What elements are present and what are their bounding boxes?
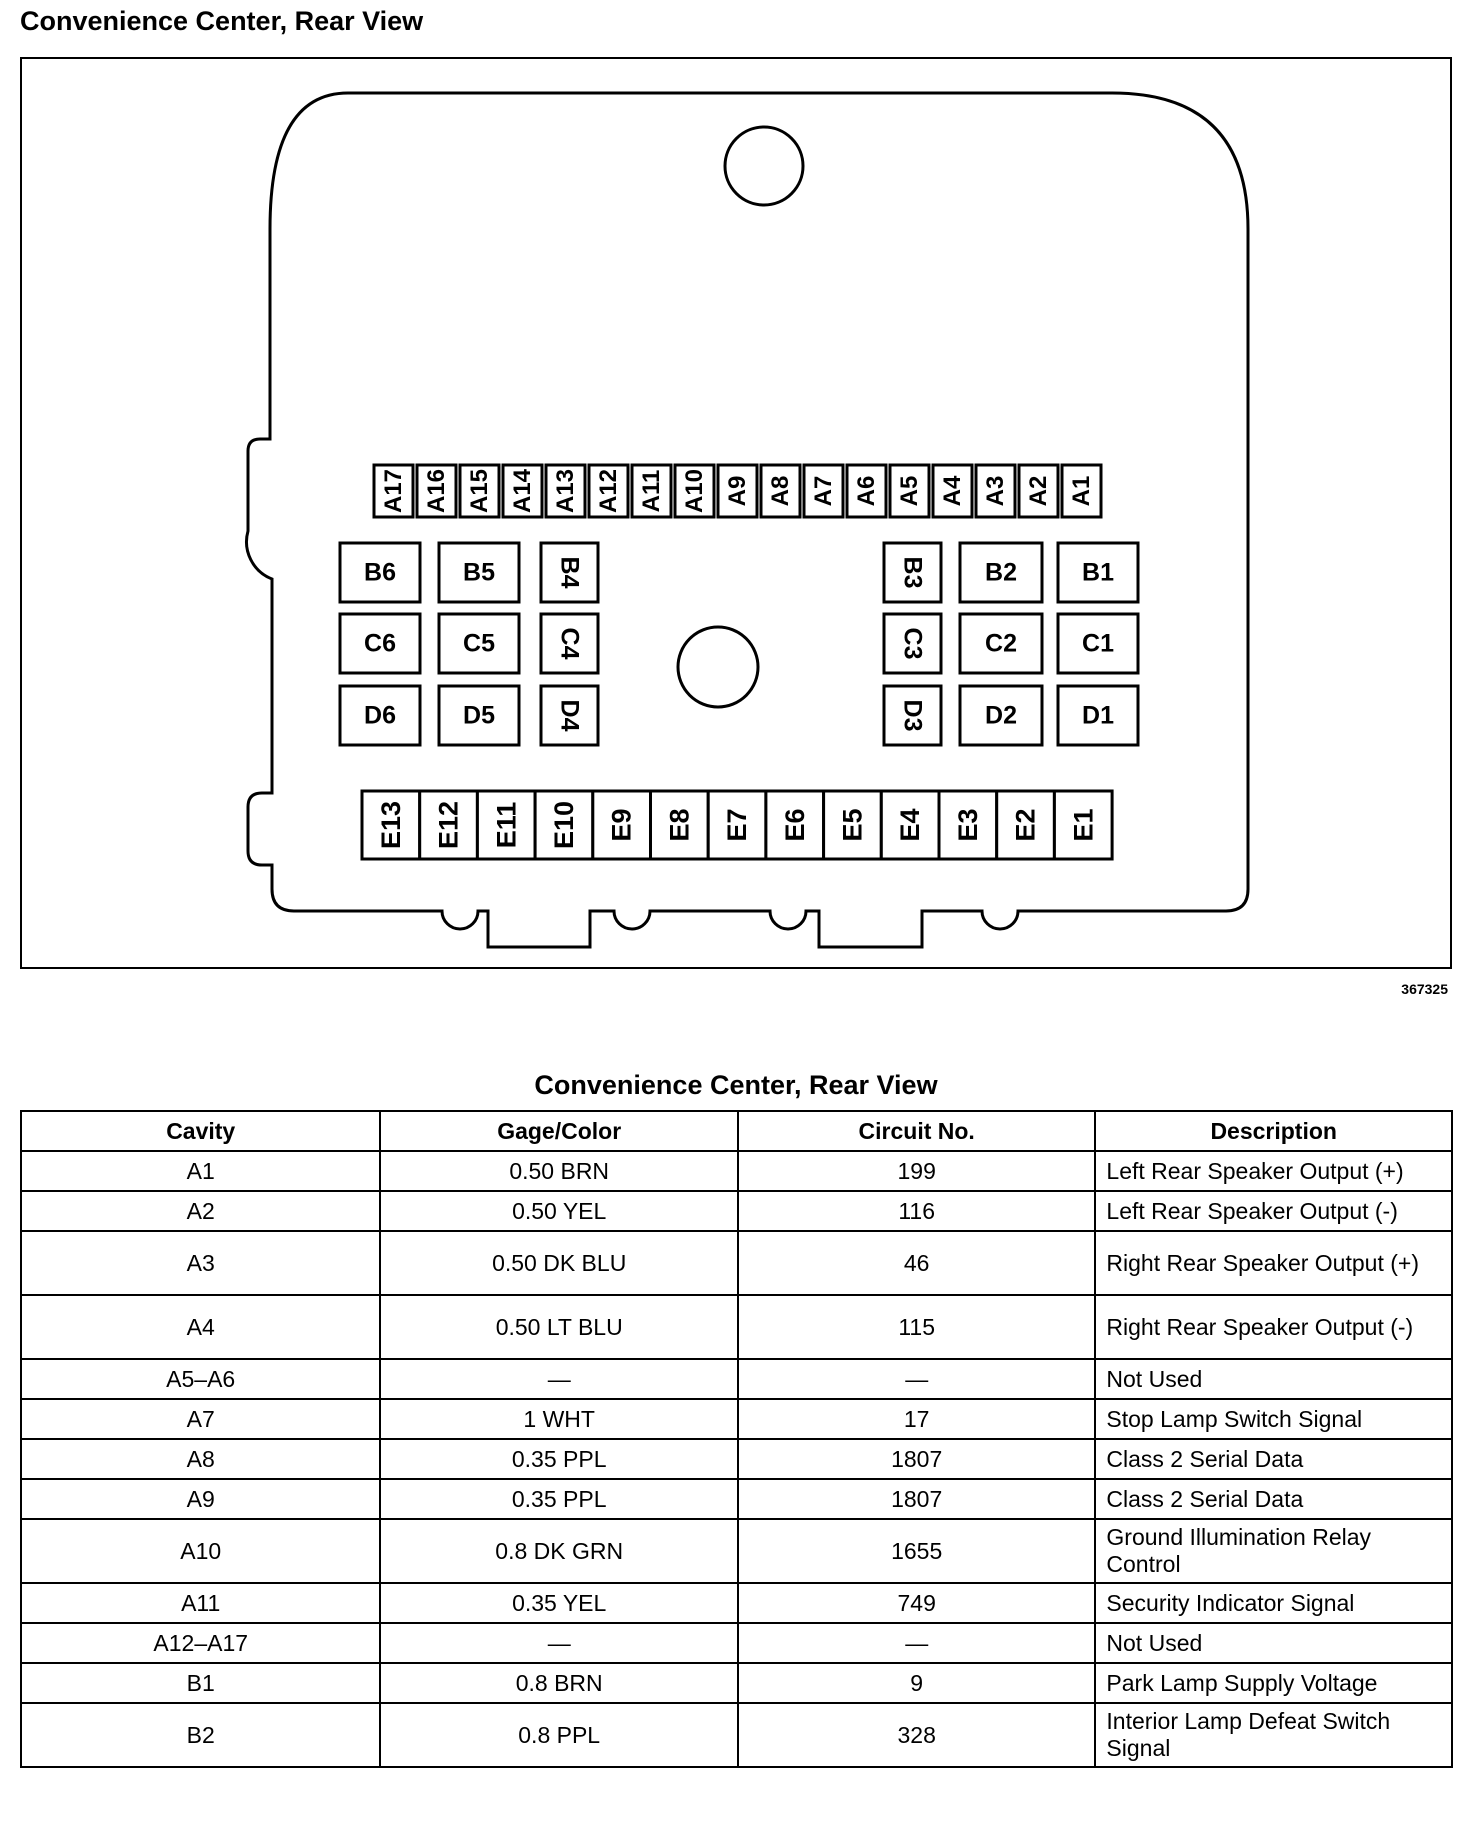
cavity-label: D2 (985, 701, 1017, 730)
table-row (21, 1519, 1452, 1583)
cavity-label: E13 (375, 800, 406, 850)
cavity-label: A1 (1068, 475, 1095, 507)
cavity-label: A12 (595, 468, 622, 514)
cavity-label: B3 (898, 556, 927, 589)
cell-circuit: 46 (738, 1231, 1095, 1295)
cell-cavity: B1 (21, 1663, 380, 1703)
cell-circuit: 9 (738, 1663, 1095, 1703)
table-row (21, 1359, 1452, 1399)
cell-description: Park Lamp Supply Voltage (1095, 1663, 1452, 1703)
cell-description: Class 2 Serial Data (1095, 1479, 1452, 1519)
cell-cavity: A4 (21, 1295, 380, 1359)
cavity-label: D6 (364, 701, 396, 730)
cell-cavity: A3 (21, 1231, 380, 1295)
cavity-a12 (589, 465, 628, 517)
cell-circuit: — (738, 1623, 1095, 1663)
cavity-label: A6 (853, 475, 880, 507)
header-circuit-no: Circuit No. (738, 1111, 1095, 1151)
cavity-label: E1 (1068, 808, 1099, 842)
cavity-label: E6 (779, 808, 810, 842)
cavity-e2 (997, 791, 1055, 859)
cell-description: Right Rear Speaker Output (+) (1095, 1231, 1452, 1295)
cavity-b1 (1058, 543, 1138, 602)
cavity-e9 (593, 791, 651, 859)
cavity-a4 (933, 465, 972, 517)
cavity-c2 (960, 614, 1042, 673)
cavity-e7 (708, 791, 766, 859)
cell-description: Interior Lamp Defeat Switch Signal (1095, 1703, 1452, 1767)
mounting-hole-top (725, 127, 803, 205)
cavity-label: E4 (895, 808, 926, 842)
cell-gage: 0.8 PPL (380, 1703, 738, 1767)
cavity-d3 (884, 686, 941, 745)
cavity-c4 (541, 614, 598, 673)
cavity-label: E2 (1010, 808, 1041, 842)
cell-circuit: 115 (738, 1295, 1095, 1359)
cell-description: Right Rear Speaker Output (-) (1095, 1295, 1452, 1359)
cavity-a9 (718, 465, 757, 517)
cavity-label: E3 (952, 808, 983, 842)
table-row (21, 1191, 1452, 1231)
cell-gage: 1 WHT (380, 1399, 738, 1439)
cavity-label: E7 (722, 808, 753, 842)
cavity-label: C4 (555, 627, 584, 660)
cavity-e8 (651, 791, 709, 859)
diagram-title: Convenience Center, Rear View (20, 6, 424, 36)
cavity-e13 (362, 791, 420, 859)
pinout-table (20, 1110, 1453, 1768)
cell-cavity: A12–A17 (21, 1623, 380, 1663)
cavity-label: E11 (491, 801, 522, 849)
cell-circuit: 749 (738, 1583, 1095, 1623)
cavity-label: B5 (463, 558, 495, 587)
cavity-a5 (890, 465, 929, 517)
cavity-label: E9 (606, 808, 637, 842)
cavity-label: A5 (896, 475, 923, 507)
cavity-a7 (804, 465, 843, 517)
header-cavity: Cavity (21, 1111, 380, 1151)
cell-gage: 0.35 PPL (380, 1439, 738, 1479)
cavity-a2 (1019, 465, 1058, 517)
table-title: Convenience Center, Rear View (534, 1070, 938, 1100)
table-row (21, 1399, 1452, 1439)
cell-gage: 0.35 YEL (380, 1583, 738, 1623)
cell-cavity: A9 (21, 1479, 380, 1519)
mounting-hole-center (678, 627, 758, 707)
cell-cavity: A5–A6 (21, 1359, 380, 1399)
cavity-a16 (417, 465, 456, 517)
cavity-b3 (884, 543, 941, 602)
table-header-row (21, 1111, 1452, 1151)
table-row (21, 1479, 1452, 1519)
diagram-frame (20, 57, 1452, 969)
cell-circuit: 1807 (738, 1439, 1095, 1479)
cell-circuit: 116 (738, 1191, 1095, 1231)
cavity-a3 (976, 465, 1015, 517)
cavity-b4 (541, 543, 598, 602)
cell-circuit: 328 (738, 1703, 1095, 1767)
cell-cavity: A8 (21, 1439, 380, 1479)
cell-cavity: A1 (21, 1151, 380, 1191)
cavity-label: D3 (898, 699, 927, 732)
cavity-e1 (1054, 791, 1112, 859)
cavity-label: E12 (433, 800, 464, 850)
cell-circuit: — (738, 1359, 1095, 1399)
table-row (21, 1439, 1452, 1479)
cavity-d5 (439, 686, 519, 745)
cavity-label: B2 (985, 558, 1017, 587)
cavity-c3 (884, 614, 941, 673)
cell-cavity: A11 (21, 1583, 380, 1623)
cavity-label: A3 (982, 475, 1009, 507)
cavity-e6 (766, 791, 824, 859)
table-row (21, 1663, 1452, 1703)
cavity-label: A10 (681, 468, 708, 514)
cell-gage: 0.50 LT BLU (380, 1295, 738, 1359)
cavity-layer (340, 465, 1138, 859)
cavity-label: A15 (466, 468, 493, 514)
cavity-a1 (1062, 465, 1101, 517)
header-description: Description (1095, 1111, 1452, 1151)
table-row (21, 1703, 1452, 1767)
cavity-label: A11 (638, 469, 665, 513)
cavity-label: A17 (380, 468, 407, 514)
cavity-e10 (535, 791, 593, 859)
cell-gage: 0.35 PPL (380, 1479, 738, 1519)
cavity-b6 (340, 543, 420, 602)
cavity-e3 (939, 791, 997, 859)
cavity-label: C5 (463, 629, 495, 658)
cell-description: Security Indicator Signal (1095, 1583, 1452, 1623)
cavity-e4 (881, 791, 939, 859)
table-row (21, 1231, 1452, 1295)
cell-description: Not Used (1095, 1623, 1452, 1663)
cavity-label: A8 (767, 475, 794, 507)
cell-gage: 0.50 YEL (380, 1191, 738, 1231)
cell-cavity: A2 (21, 1191, 380, 1231)
cavity-label: B6 (364, 558, 396, 587)
cavity-label: E5 (837, 808, 868, 842)
cavity-label: C3 (898, 627, 927, 660)
cell-circuit: 17 (738, 1399, 1095, 1439)
cavity-label: D5 (463, 701, 495, 730)
table-row (21, 1151, 1452, 1191)
cavity-label: B1 (1082, 558, 1114, 587)
cavity-label: A13 (552, 468, 579, 514)
cavity-label: E10 (548, 800, 579, 850)
cell-cavity: A10 (21, 1519, 380, 1583)
cavity-label: A14 (509, 468, 536, 514)
cell-circuit: 1807 (738, 1479, 1095, 1519)
cell-gage: — (380, 1623, 738, 1663)
cell-gage: — (380, 1359, 738, 1399)
cavity-d6 (340, 686, 420, 745)
cavity-label: A7 (810, 475, 837, 507)
cavity-label: D1 (1082, 701, 1114, 730)
cell-circuit: 199 (738, 1151, 1095, 1191)
cell-description: Left Rear Speaker Output (+) (1095, 1151, 1452, 1191)
cell-description: Not Used (1095, 1359, 1452, 1399)
cavity-a17 (374, 465, 413, 517)
cavity-c1 (1058, 614, 1138, 673)
cavity-a8 (761, 465, 800, 517)
cavity-c5 (439, 614, 519, 673)
cell-gage: 0.8 BRN (380, 1663, 738, 1703)
cavity-b5 (439, 543, 519, 602)
cavity-a15 (460, 465, 499, 517)
cell-description: Ground Illumination Relay Control (1095, 1519, 1452, 1583)
cavity-label: C6 (364, 629, 396, 658)
cavity-a14 (503, 465, 542, 517)
cell-cavity: B2 (21, 1703, 380, 1767)
cavity-label: A16 (423, 468, 450, 514)
cavity-b2 (960, 543, 1042, 602)
cavity-label: A9 (724, 475, 751, 507)
cavity-a11 (632, 465, 671, 517)
cavity-e12 (420, 791, 478, 859)
cavity-a13 (546, 465, 585, 517)
cell-description: Class 2 Serial Data (1095, 1439, 1452, 1479)
cavity-e11 (477, 791, 535, 859)
cell-gage: 0.50 DK BLU (380, 1231, 738, 1295)
cavity-d1 (1058, 686, 1138, 745)
cavity-e5 (824, 791, 882, 859)
header-gage-color: Gage/Color (380, 1111, 738, 1151)
figure-id: 367325 (1401, 981, 1448, 997)
cell-description: Stop Lamp Switch Signal (1095, 1399, 1452, 1439)
cavity-a6 (847, 465, 886, 517)
cavity-d4 (541, 686, 598, 745)
cavity-label: C2 (985, 629, 1017, 658)
cell-gage: 0.50 BRN (380, 1151, 738, 1191)
cavity-label: A4 (939, 475, 966, 507)
cavity-label: A2 (1025, 475, 1052, 507)
cell-cavity: A7 (21, 1399, 380, 1439)
cell-gage: 0.8 DK GRN (380, 1519, 738, 1583)
table-row (21, 1295, 1452, 1359)
table-row (21, 1623, 1452, 1663)
cell-circuit: 1655 (738, 1519, 1095, 1583)
table-row (21, 1583, 1452, 1623)
cavity-d2 (960, 686, 1042, 745)
connector-diagram (22, 59, 1450, 967)
cavity-label: E8 (664, 808, 695, 842)
cavity-label: B4 (555, 556, 584, 589)
cell-description: Left Rear Speaker Output (-) (1095, 1191, 1452, 1231)
cavity-a10 (675, 465, 714, 517)
cavity-label: D4 (555, 699, 584, 732)
cavity-c6 (340, 614, 420, 673)
cavity-label: C1 (1082, 629, 1114, 658)
